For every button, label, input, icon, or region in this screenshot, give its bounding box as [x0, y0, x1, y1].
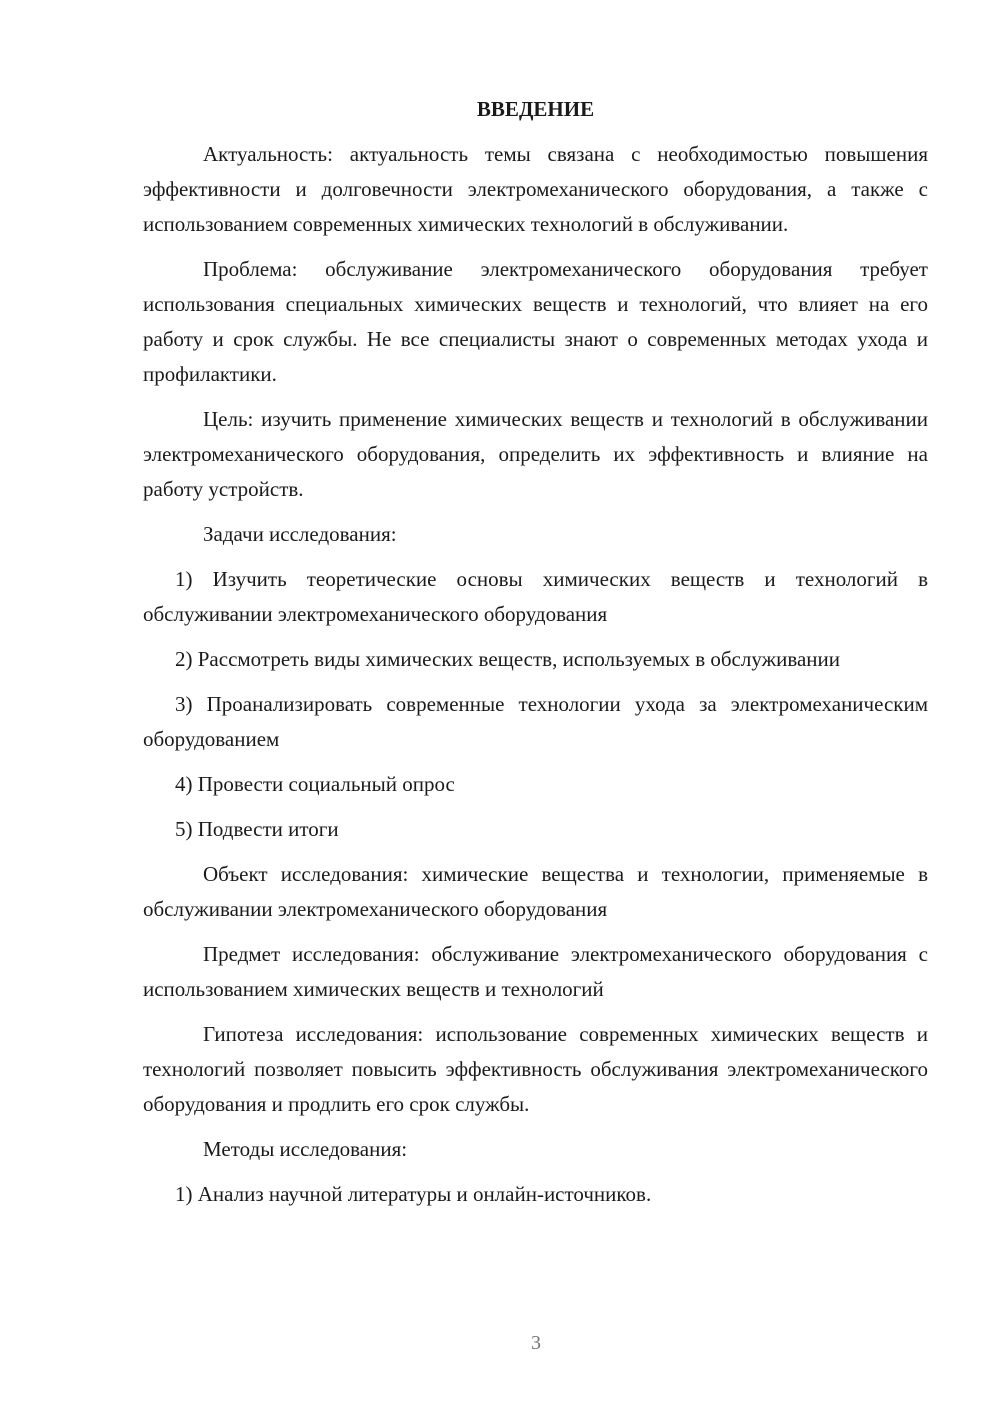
- problem-paragraph: Проблема: обслуживание электромеханического оборудования требует использования специальных химических веществ и технологий, что влияет на его работу и срок службы. Не все специалисты знают о современных методах ухода и профилактики.: [143, 257, 928, 386]
- goal-paragraph: Цель: изучить применение химических веществ и технологий в обслуживании электромеханического оборудования, определить их эффективность и влияние на работу устройств.: [143, 407, 928, 501]
- document-page: [143, 92, 928, 1212]
- task-item: 5) Подвести итоги: [175, 817, 339, 841]
- page-number: 3: [531, 1332, 541, 1354]
- object-paragraph: Объект исследования: химические вещества и технологии, применяемые в обслуживании электромеханического оборудования: [143, 862, 928, 921]
- subject-paragraph: Предмет исследования: обслуживание электромеханического оборудования с использованием химических веществ и технологий: [143, 942, 928, 1001]
- task-item: 1) Изучить теоретические основы химических веществ и технологий в обслуживании электромеханического оборудования: [143, 567, 928, 626]
- section-heading: ВВЕДЕНИЕ: [476, 97, 595, 121]
- relevance-paragraph: Актуальность: актуальность темы связана с необходимостью повышения эффективности и долговечности электромеханического оборудования, а также с использованием современных химических технологий в обслуживании.: [143, 142, 928, 236]
- hypothesis-paragraph: Гипотеза исследования: использование современных химических веществ и технологий позволяет повысить эффективность обслуживания электромеханического оборудования и продлить его срок службы.: [143, 1022, 928, 1116]
- methods-title: Методы исследования:: [203, 1137, 408, 1161]
- method-item: 1) Анализ научной литературы и онлайн-источников.: [175, 1182, 652, 1206]
- task-item: 2) Рассмотреть виды химических веществ, используемых в обслуживании: [175, 647, 840, 671]
- task-item: 4) Провести социальный опрос: [175, 772, 455, 796]
- tasks-title: Задачи исследования:: [203, 522, 397, 546]
- task-item: 3) Проанализировать современные технологии ухода за электромеханическим оборудованием: [143, 692, 928, 751]
